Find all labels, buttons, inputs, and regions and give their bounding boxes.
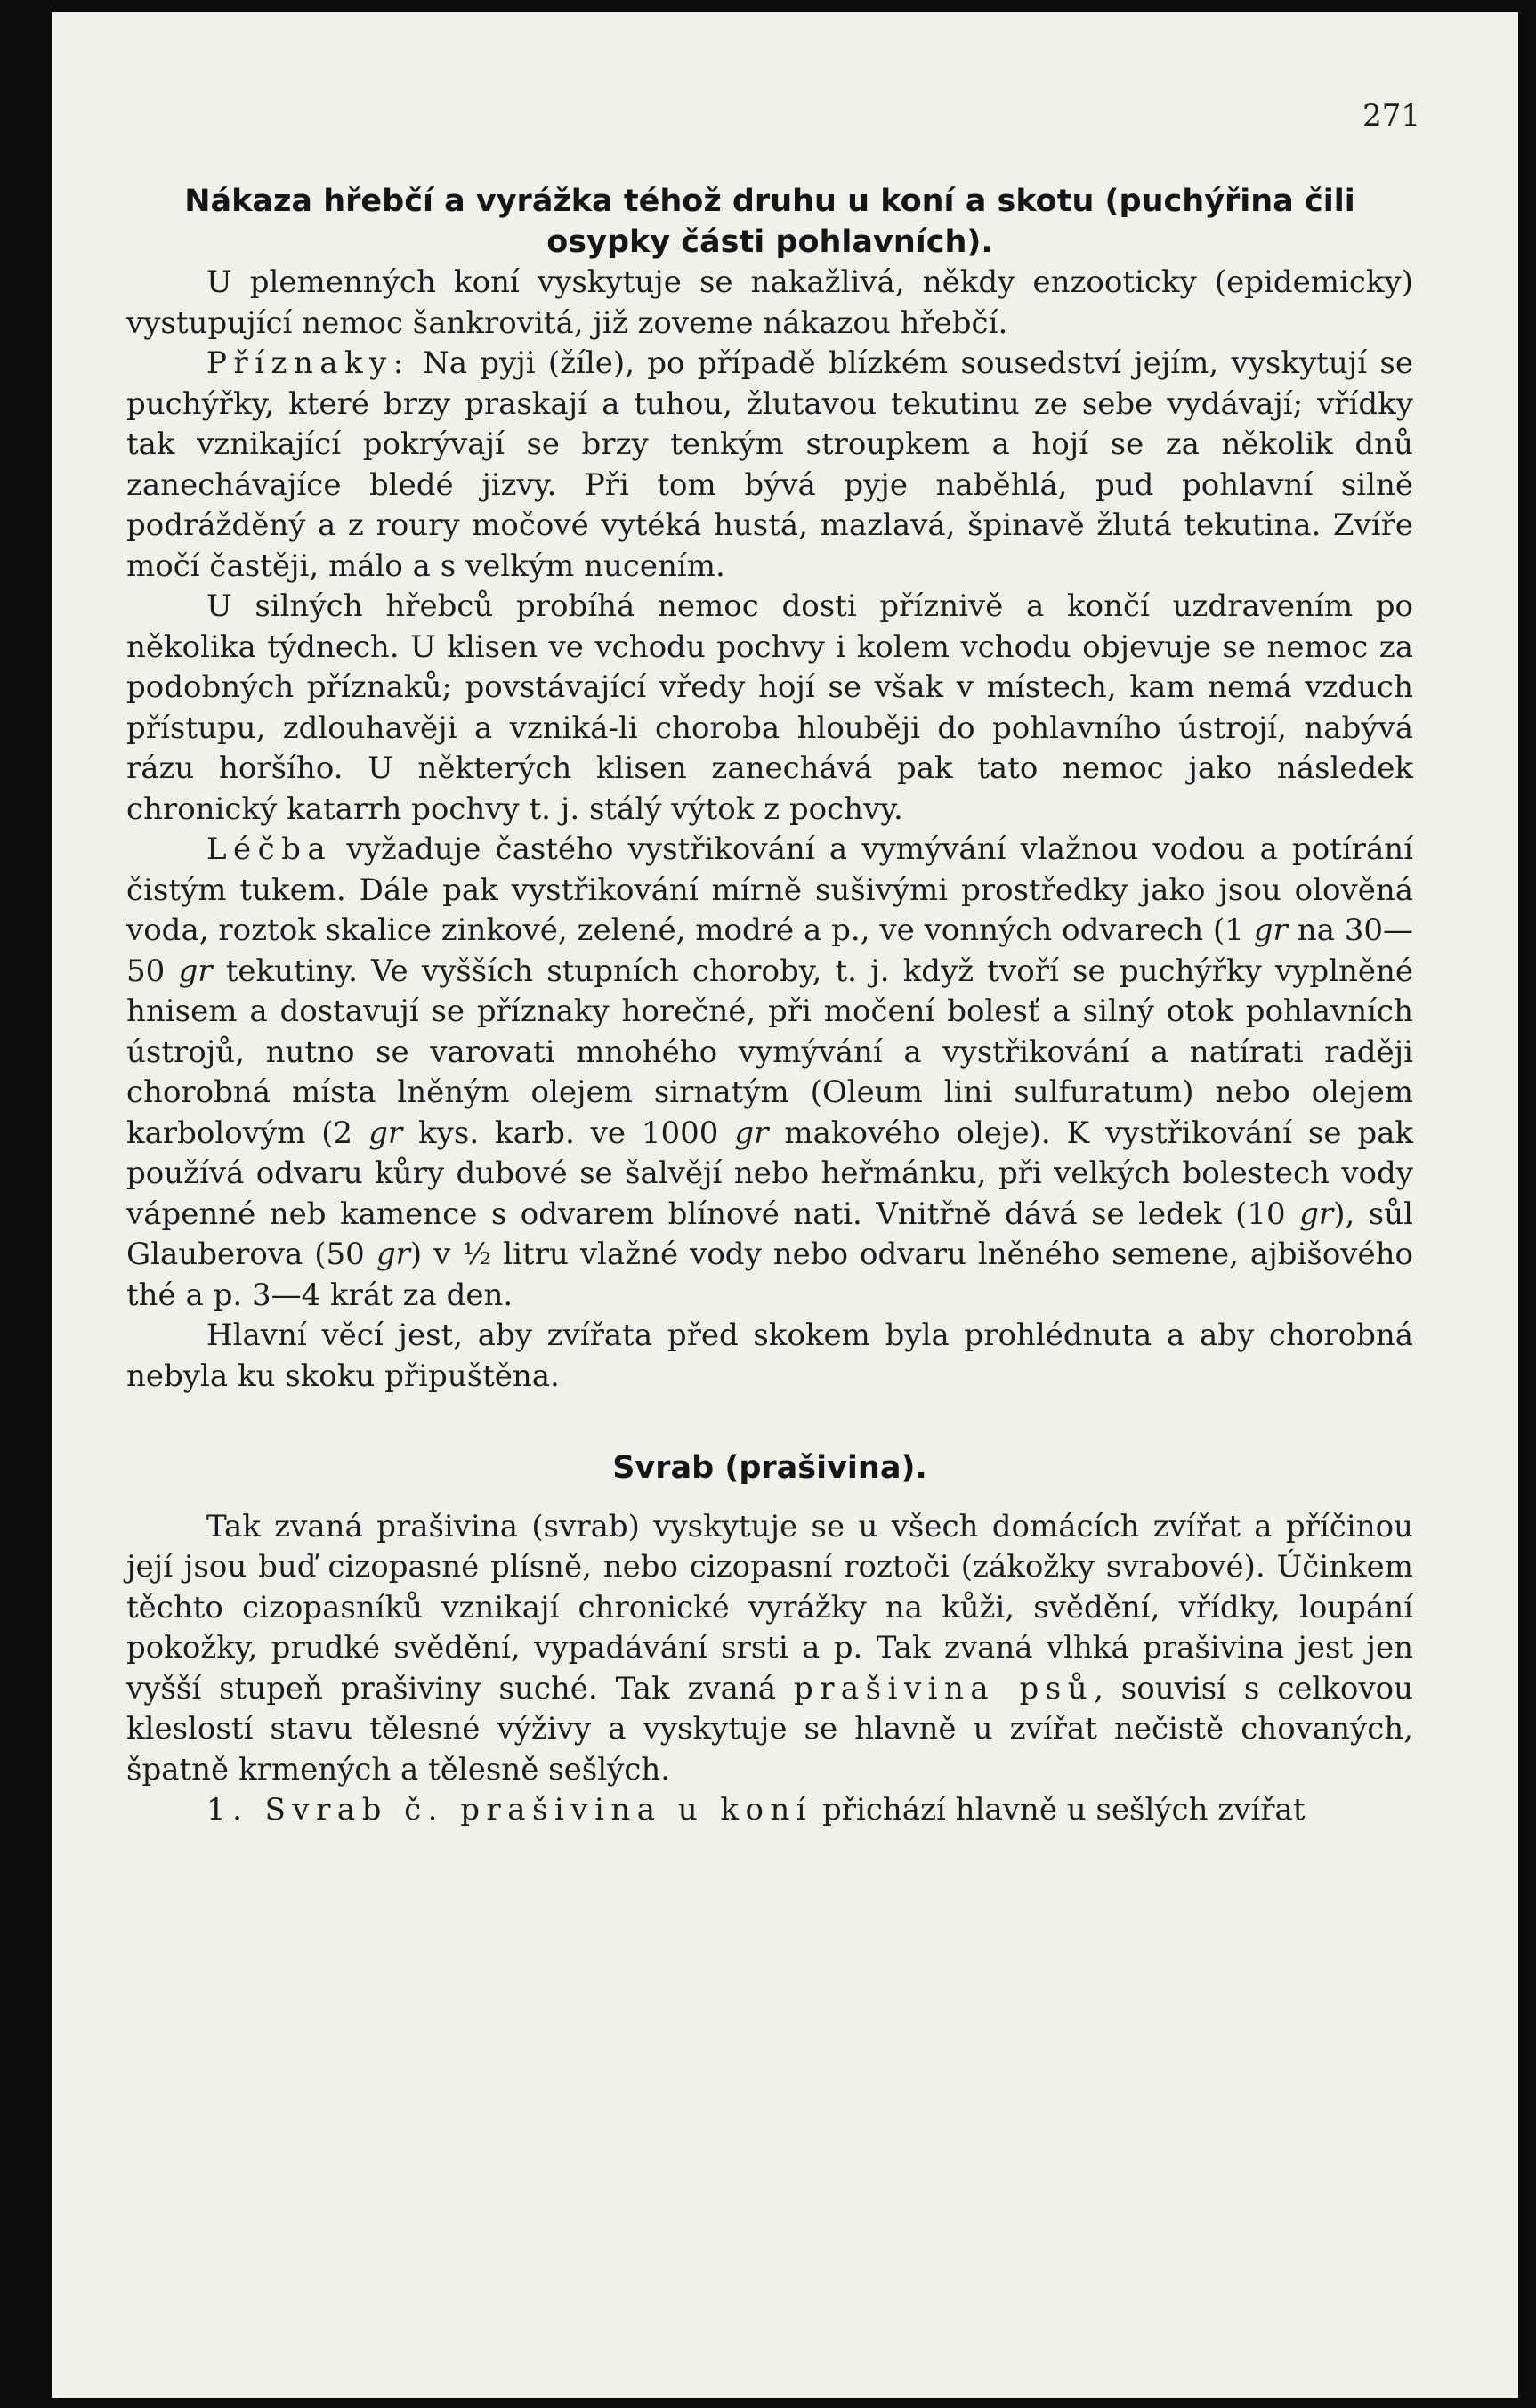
paragraph: Hlavní věcí jest, aby zvířata před skokem byla prohlédnuta a aby chorobná nebyla ku skoku připuštěna. [126,1318,1413,1394]
paragraph: Tak zvaná prašivina (svrab) vyskytuje se u všech domácích zvířat a příčinou její jsou buď cizopasné plísně, nebo cizopasní roztoči (zákožky svrabové). Účinkem těchto cizopasníků vznikají chronické vyrážky na kůži, svědění, vřídky, loupání pokožky, prudké svědění, vypadávání srsti a p. Tak zvaná vlhká prašivina jest jen vyšší stupeň prašiviny suché. Tak zvaná prašivina psů, souvisí s celkovou kleslostí stavu tělesné výživy a vyskytuje se hlavně u zvířat nečistě chovaných, špatně krmených a tělesně sešlých. [126,1508,1413,1788]
emphasis-spaced: 1. Svrab č. prašivina u koní [206,1792,813,1828]
unit-gram: gr [178,953,213,989]
treatment-label: Léčba [206,831,333,867]
unit-gram: gr [368,1115,403,1151]
paragraph: Léčba vyžaduje častého vystřikování a vymývání vlažnou vodou a potírání čistým tukem. Dále pak vystřikování mírně sušivými prostředky jako jsou olověná voda, roztok skalice zinkové, zelené, modré a p., ve vonných odvarech (1 gr na 30—50 gr tekutiny. Ve vyšších stupních choroby, t. j. když tvoří se puchýřky vyplněné hnisem a dostavují se příznaky horečné, při močení bolesť a silný otok pohlavních ústrojů, nutno se varovati mnohého vymývání a vystřikování a natírati raději chorobná místa lněným olejem sirnatým (Oleum lini sulfuratum) nebo olejem karbolovým (2 gr kys. karb. ve 1000 gr makového oleje). K vystřikování se pak používá odvaru kůry dubové se šalvějí nebo heřmánku, při velkých bolestech vody vápenné neb kamence s odvarem blínové nati. Vnitřně dává se ledek (10 gr), sůl Glauberova (50 gr) v ½ litru vlažné vody nebo odvaru lněného semene, ajbišového thé a p. 3—4 krát za den. [126,831,1414,1313]
unit-gram: gr [734,1115,769,1151]
page-body [126,182,1413,1831]
symptoms-label: Příznaky: [206,345,410,381]
scanned-page [52,12,1518,2398]
paragraph: U silných hřebců probíhá nemoc dosti příznivě a končí uzdravením po několika týdnech. U klisen ve vchodu pochvy i kolem vchodu objevuje se nemoc za podobných příznaků; povstávající vředy hojí se však v místech, kam nemá vzduch přístupu, zdlouhavěji a vzniká-li choroba hlouběji do pohlavního ústrojí, nabývá rázu horšího. U některých klisen zanechává pak tato nemoc jako následek chronický katarrh pochvy t. j. stálý výtok z pochvy. [126,588,1413,827]
emphasis-spaced: prašivina psů [793,1670,1095,1707]
page-number: 271 [1362,98,1420,134]
section-heading-mange: Svrab (prašivina). [612,1450,927,1486]
paragraph: 1. Svrab č. prašivina u koní přichází hlavně u sešlých zvířat [206,1792,1306,1828]
paragraph: U plemenných koní vyskytuje se nakažlivá, někdy enzooticky (epidemicky) vystupující nemoc šankrovitá, již zoveme nákazou hřebčí. [126,264,1413,341]
unit-gram: gr [1299,1196,1334,1232]
unit-gram: gr [1253,912,1288,948]
section-heading-stallion-infection: Nákaza hřebčí a vyrážka téhož druhu u koní a skotu (puchýřina čili osypky části pohlavních). [184,183,1355,260]
unit-gram: gr [376,1236,410,1272]
paragraph: Příznaky: Na pyji (žíle), po případě blízkém sousedství jejím, vyskytují se puchýřky, které brzy praskají a tuhou, žlutavou tekutinu ze sebe vydávají; vřídky tak vznikající pokrývají se brzy tenkým stroupkem a hojí se za několik dnů zanechávajíce bledé jizvy. Při tom bývá pyje naběhlá, pud pohlavní silně podrážděný a z roury močové vytéká hustá, mazlavá, špinavě žlutá tekutina. Zvíře močí častěji, málo a s velkým nucením. [126,345,1413,584]
